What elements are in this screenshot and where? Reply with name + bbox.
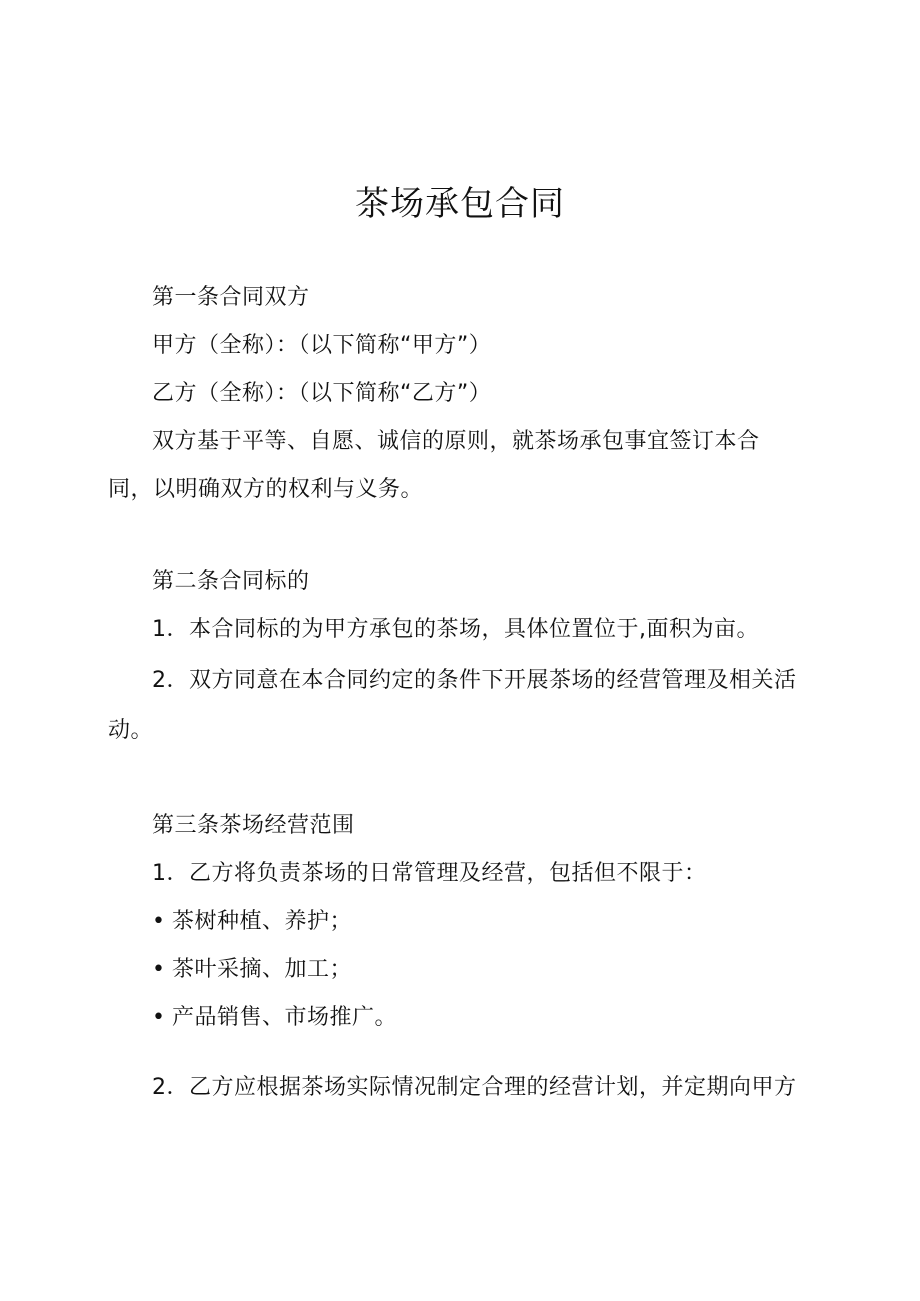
section2-item2-line1: 2．双方同意在本合同约定的条件下开展茶场的经营管理及相关活 <box>152 668 797 693</box>
section2-heading: 第二条合同标的 <box>152 569 310 594</box>
section3-heading: 第三条茶场经营范围 <box>152 813 355 838</box>
list-item <box>152 955 352 985</box>
party-a-line: 甲方（全称）：（以下简称“甲方”） <box>152 333 492 358</box>
bullet-icon: • <box>152 957 166 982</box>
document-title: 茶场承包合同 <box>355 184 565 224</box>
section2-item2-line2: 动。 <box>108 718 154 743</box>
list-item <box>152 907 352 937</box>
section3-item2-line1: 2．乙方应根据茶场实际情况制定合理的经营计划，并定期向甲方 <box>152 1075 797 1100</box>
party-b-line: 乙方（全称）：（以下简称“乙方”） <box>152 381 492 406</box>
section1-paragraph-line1: 双方基于平等、自愿、诚信的原则，就茶场承包事宜签订本合 <box>152 429 760 454</box>
list-item-text: 茶树种植、养护； <box>172 909 353 934</box>
section1-heading: 第一条合同双方 <box>152 285 310 310</box>
list-item <box>152 1003 397 1033</box>
section2-item1: 1．本合同标的为甲方承包的茶场，具体位置位于,面积为亩。 <box>152 617 759 642</box>
bullet-icon: • <box>152 1005 166 1030</box>
bullet-icon: • <box>152 909 166 934</box>
list-item-text: 茶叶采摘、加工； <box>172 957 353 982</box>
section1-paragraph-line2: 同，以明确双方的权利与义务。 <box>108 477 424 502</box>
list-item-text: 产品销售、市场推广。 <box>172 1005 398 1030</box>
section3-item1: 1．乙方将负责茶场的日常管理及经营，包括但不限于： <box>152 861 707 886</box>
